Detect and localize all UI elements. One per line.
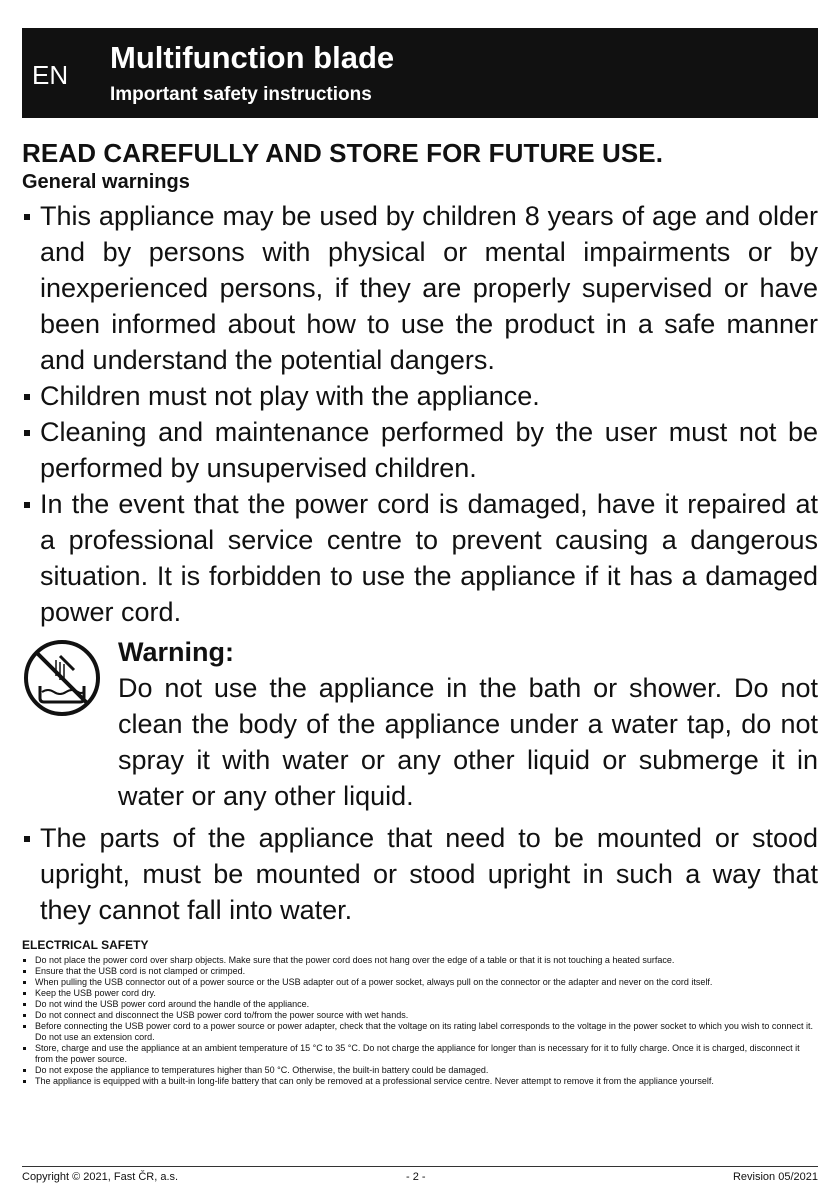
- mounting-warning-list: [22, 820, 818, 928]
- list-item: Store, charge and use the appliance at an ambient temperature of 15 °C to 35 °C. Do not charge the appliance for longer than is necessary for it to fully charge. Once it is charged, disconnect it from the power source.: [22, 1043, 818, 1065]
- list-item: The parts of the appliance that need to be mounted or stood upright, must be mounted or stood upright in such a way that they cannot fall into water.: [22, 820, 818, 928]
- list-item: When pulling the USB connector out of a power source or the USB adapter out of a power socket, always pull on the connector or the adapter and never on the cord itself.: [22, 977, 818, 988]
- list-item: Do not connect and disconnect the USB power cord to/from the power source with wet hands.: [22, 1010, 818, 1021]
- electrical-safety-heading: ELECTRICAL SAFETY: [22, 938, 149, 952]
- page-number: - 2 -: [406, 1171, 426, 1183]
- warning-title: Warning:: [118, 637, 234, 667]
- general-warnings-list: [22, 198, 818, 630]
- list-item: Do not wind the USB power cord around the handle of the appliance.: [22, 999, 818, 1010]
- list-item: The appliance is equipped with a built-in long-life battery that can only be removed at a professional service centre. Never attempt to remove it from the appliance yourself.: [22, 1076, 818, 1087]
- warning-text: Do not use the appliance in the bath or shower. Do not clean the body of the appliance under a water tap, do not spray it with water or any other liquid or submerge it in water or any other liquid.: [118, 673, 818, 811]
- warning-block: [22, 634, 818, 814]
- list-item: In the event that the power cord is damaged, have it repaired at a professional service centre to prevent causing a dangerous situation. It is forbidden to use the appliance if it has a damaged power cord.: [22, 486, 818, 630]
- general-warnings-heading: General warnings: [22, 171, 190, 193]
- list-item: This appliance may be used by children 8 years of age and older and by persons with physical or mental impairments or by inexperienced persons, if they are properly supervised or have been informed about how to use the product in a safe manner and understand the potential dangers.: [22, 198, 818, 378]
- list-item: Children must not play with the appliance.: [22, 378, 818, 414]
- revision-text: Revision 05/2021: [732, 1171, 818, 1183]
- list-item: Cleaning and maintenance performed by the user must not be performed by unsupervised children.: [22, 414, 818, 486]
- electrical-safety-list: [22, 955, 818, 1087]
- list-item: Do not place the power cord over sharp objects. Make sure that the power cord does not hang over the edge of a table or that it is not touching a heated surface.: [22, 955, 818, 966]
- header-banner: [22, 28, 818, 118]
- copyright-text: Copyright © 2021, Fast ČR, a.s.: [22, 1171, 179, 1183]
- list-item: Ensure that the USB cord is not clamped or crimped.: [22, 966, 818, 977]
- language-code: EN: [32, 60, 69, 90]
- document-subtitle: Important safety instructions: [110, 84, 372, 105]
- list-item: Before connecting the USB power cord to a power source or power adapter, check that the voltage on its rating label corresponds to the voltage in the power socket to which you wish to connect it. Do not use an extension cord.: [22, 1021, 818, 1043]
- list-item: Keep the USB power cord dry.: [22, 988, 818, 999]
- footer-divider: [22, 1166, 818, 1167]
- read-carefully-heading: READ CAREFULLY AND STORE FOR FUTURE USE.: [22, 138, 664, 168]
- no-water-bath-icon: [22, 638, 102, 718]
- list-item: Do not expose the appliance to temperatures higher than 50 °C. Otherwise, the built-in battery could be damaged.: [22, 1065, 818, 1076]
- document-title: Multifunction blade: [110, 40, 395, 75]
